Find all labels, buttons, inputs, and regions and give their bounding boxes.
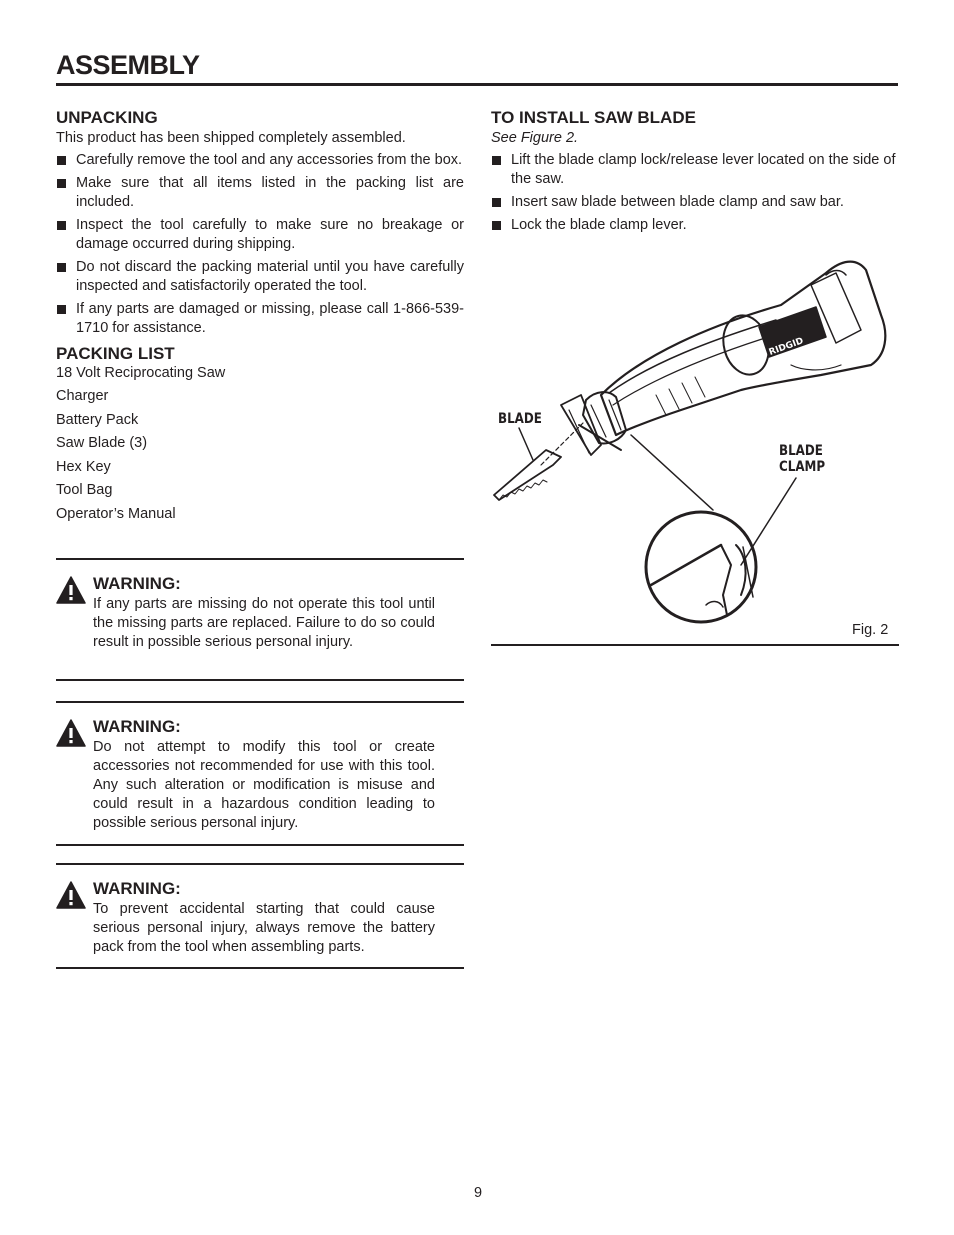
list-item: Hex Key	[56, 458, 111, 475]
list-item: Do not discard the packing material until you have carefully inspected and satisfactorily operated the tool.	[56, 258, 464, 296]
packing-list	[56, 364, 464, 526]
square-bullet-icon	[492, 198, 501, 207]
saw-illustration	[491, 245, 899, 645]
square-bullet-icon	[57, 221, 66, 230]
list-item: Saw Blade (3)	[56, 435, 148, 451]
warning-text: To prevent accidental starting that could cause serious personal injury, always remove the battery pack from the tool when assembling parts.	[93, 901, 435, 955]
figure-reference: See Figure 2.	[491, 130, 579, 146]
list-item: Charger	[56, 388, 109, 404]
list-item: Operator’s Manual	[56, 505, 176, 522]
figure-caption: Fig. 2	[852, 622, 889, 638]
square-bullet-icon	[492, 156, 501, 165]
figure-rule	[491, 644, 899, 646]
square-bullet-icon	[57, 305, 66, 314]
list-item: Lock the blade clamp lever.	[491, 216, 899, 235]
blade-clamp-callout: BLADE CLAMP	[779, 443, 826, 475]
square-bullet-icon	[492, 221, 501, 230]
warning-text: If any parts are missing do not operate this tool until the missing parts are replaced. Failure to do so could result in possible serious personal injury.	[93, 596, 435, 650]
list-item: If any parts are damaged or missing, please call 1-866-539-1710 for assistance.	[56, 300, 464, 338]
page-number: 9	[474, 1185, 483, 1201]
list-item: Tool Bag	[56, 482, 113, 498]
warning-box	[56, 558, 464, 681]
brand-logo: RIDGID	[767, 336, 805, 358]
right-column	[491, 108, 899, 239]
unpacking-intro: This product has been shipped completely assembled.	[56, 130, 406, 146]
blade-callout: BLADE	[498, 411, 542, 427]
warning-box	[56, 701, 464, 846]
square-bullet-icon	[57, 179, 66, 188]
packing-list-heading: PACKING LIST	[56, 344, 175, 363]
install-steps-list	[491, 151, 899, 235]
square-bullet-icon	[57, 263, 66, 272]
warning-triangle-icon	[56, 576, 86, 604]
unpacking-heading: UNPACKING	[56, 108, 158, 127]
list-item: Insert saw blade between blade clamp and saw bar.	[491, 193, 899, 212]
list-item: Inspect the tool carefully to make sure no breakage or damage occurred during shipping.	[56, 216, 464, 254]
warning-heading: WARNING:	[93, 717, 181, 736]
page-title: ASSEMBLY	[56, 50, 200, 80]
list-item: Battery Pack	[56, 411, 139, 428]
list-item: Lift the blade clamp lock/release lever located on the side of the saw.	[491, 151, 899, 189]
warning-heading: WARNING:	[93, 879, 181, 898]
install-blade-heading: TO INSTALL SAW BLADE	[491, 108, 696, 127]
unpacking-list	[56, 151, 464, 338]
warning-heading: WARNING:	[93, 574, 181, 593]
list-item: 18 Volt Reciprocating Saw	[56, 365, 226, 381]
warning-triangle-icon	[56, 881, 86, 909]
warning-box	[56, 863, 464, 969]
list-item: Make sure that all items listed in the packing list are included.	[56, 174, 464, 212]
list-item: Carefully remove the tool and any accessories from the box.	[56, 151, 464, 170]
square-bullet-icon	[57, 156, 66, 165]
title-rule	[56, 83, 898, 86]
warning-text: Do not attempt to modify this tool or create accessories not recommended for use with this tool. Any such alteration or modification is misuse and could result in a hazardous condition leading to possible serious personal injury.	[93, 739, 435, 831]
warning-triangle-icon	[56, 719, 86, 747]
left-column	[56, 108, 464, 526]
